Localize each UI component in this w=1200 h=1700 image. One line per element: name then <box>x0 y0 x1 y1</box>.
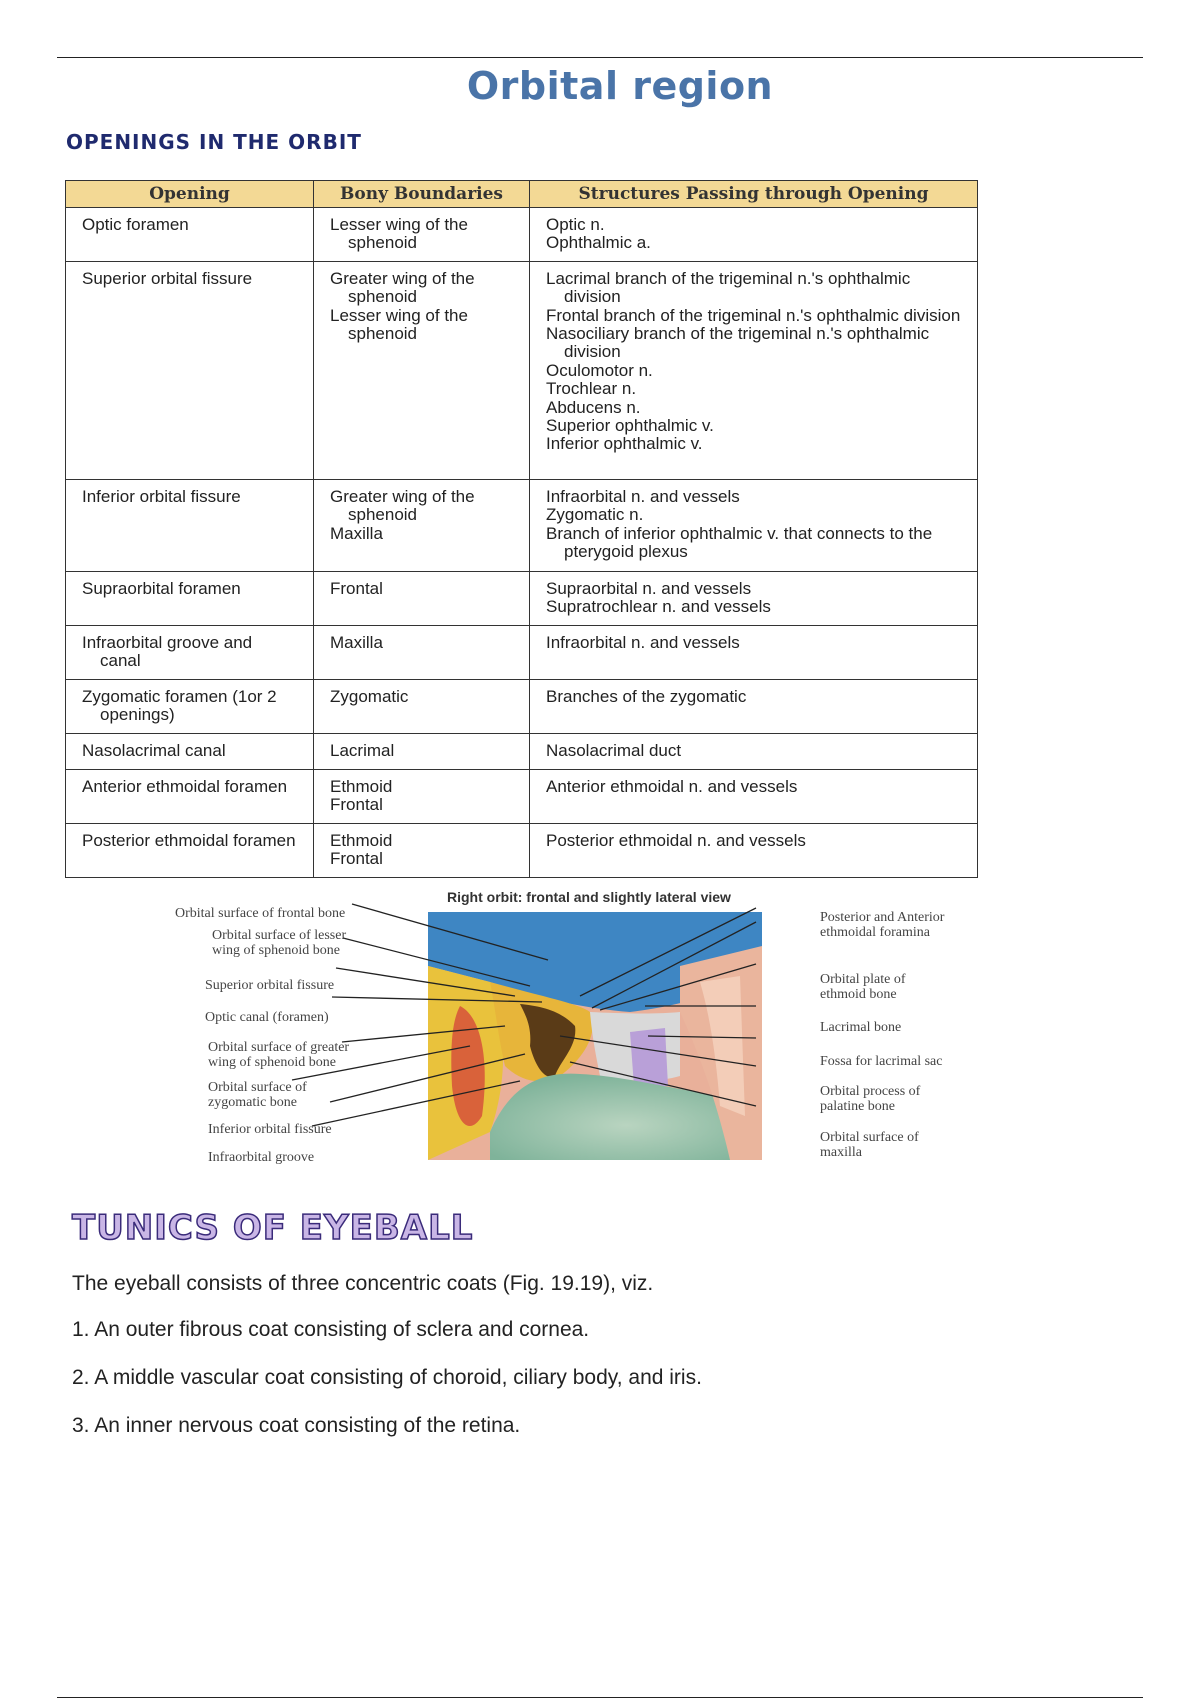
header-opening: Opening <box>66 181 314 208</box>
cell-line: Supratrochlear n. and vessels <box>546 597 771 617</box>
cell-opening <box>66 824 314 878</box>
cell-line: Trochlear n. <box>546 379 637 399</box>
cell-line: Frontal <box>330 579 383 598</box>
label-inferior-orbital-fissure: Inferior orbital fissure <box>208 1122 332 1137</box>
cell-opening <box>66 262 314 480</box>
cell-opening <box>66 572 314 626</box>
cell-structures <box>530 262 978 480</box>
label-orbital-process-palatine: Orbital process of palatine bone <box>820 1084 921 1115</box>
page-title: Orbital region <box>466 64 774 108</box>
label-orbital-plate-ethmoid: Orbital plate of ethmoid bone <box>820 972 906 1003</box>
cell-line: Oculomotor n. <box>546 360 653 380</box>
figure-caption: Right orbit: frontal and slightly lateral view <box>447 889 731 905</box>
table-header-row <box>66 181 978 208</box>
cell-opening <box>66 480 314 572</box>
cell-opening <box>66 680 314 734</box>
cell-bony-boundaries <box>314 572 530 626</box>
tunics-heading: TUNICS OF EYEBALL <box>72 1208 474 1248</box>
label-orbital-surface-frontal: Orbital surface of frontal bone <box>175 906 346 921</box>
cell-line: Zygomatic <box>330 687 409 706</box>
cell-line: Optic foramen <box>82 215 189 234</box>
cell-opening <box>66 208 314 262</box>
cell-structures <box>530 824 978 878</box>
cell-bony-boundaries <box>314 734 530 770</box>
cell-line: Superior orbital fissure <box>82 269 253 288</box>
label-fossa-lacrimal-sac: Fossa for lacrimal sac <box>820 1054 943 1069</box>
table-body <box>66 208 978 878</box>
cell-bony-boundaries <box>314 770 530 824</box>
table-row <box>66 480 978 572</box>
cell-structures <box>530 480 978 572</box>
cell-line: Frontal <box>330 795 383 815</box>
openings-heading: OPENINGS IN THE ORBIT <box>66 130 362 154</box>
cell-line: Greater wing of the sphenoid <box>330 269 475 307</box>
cell-line: Lacrimal branch of the trigeminal n.'s ophthalmic division <box>546 269 911 307</box>
label-orbital-surface-lesser-wing: Orbital surface of lesser wing of sphenoid bone <box>212 928 347 959</box>
cell-line: Greater wing of the sphenoid <box>330 487 475 525</box>
cell-line: Supraorbital n. and vessels <box>546 579 752 598</box>
cell-line: Optic n. <box>546 215 605 234</box>
cell-line: Frontal branch of the trigeminal n.'s ophthalmic division <box>546 305 961 325</box>
cell-bony-boundaries <box>314 680 530 734</box>
cell-line: Posterior ethmoidal foramen <box>82 831 296 850</box>
cell-bony-boundaries <box>314 824 530 878</box>
table-row <box>66 262 978 480</box>
table-row <box>66 572 978 626</box>
table-row <box>66 734 978 770</box>
cell-line: Infraorbital groove and canal <box>82 633 253 671</box>
cell-line: Anterior ethmoidal n. and vessels <box>546 777 798 796</box>
cell-line: Ophthalmic a. <box>546 233 651 253</box>
cell-line: Lesser wing of the sphenoid <box>330 305 468 344</box>
table-row <box>66 770 978 824</box>
cell-structures <box>530 770 978 824</box>
label-orbital-surface-greater-wing: Orbital surface of greater wing of sphenoid bone <box>208 1040 350 1071</box>
cell-structures <box>530 680 978 734</box>
top-rule <box>57 57 1143 58</box>
cell-bony-boundaries <box>314 626 530 680</box>
openings-table <box>65 180 978 878</box>
cell-line: Zygomatic n. <box>546 505 644 525</box>
table-row <box>66 824 978 878</box>
cell-line: Nasociliary branch of the trigeminal n.'s ophthalmic division <box>546 324 930 362</box>
cell-opening <box>66 626 314 680</box>
cell-structures <box>530 572 978 626</box>
cell-line: Inferior orbital fissure <box>82 487 241 506</box>
cell-opening <box>66 770 314 824</box>
cell-line: Infraorbital n. and vessels <box>546 487 740 506</box>
cell-line: Nasolacrimal canal <box>82 741 226 760</box>
label-lacrimal-bone: Lacrimal bone <box>820 1020 902 1035</box>
cell-line: Branch of inferior ophthalmic v. that connects to the pterygoid plexus <box>546 523 933 562</box>
cell-line: Supraorbital foramen <box>82 579 241 598</box>
table-row <box>66 208 978 262</box>
cell-opening <box>66 734 314 770</box>
cell-structures <box>530 208 978 262</box>
cell-line: Posterior ethmoidal n. and vessels <box>546 831 806 850</box>
cell-line: Maxilla <box>330 633 383 652</box>
cell-line: Ethmoid <box>330 777 393 796</box>
cell-line: Ethmoid <box>330 831 393 850</box>
cell-line: Superior ophthalmic v. <box>546 415 714 435</box>
label-ethmoidal-foramina: Posterior and Anterior ethmoidal foramina <box>820 910 945 941</box>
cell-line: Branches of the zygomatic <box>546 687 747 706</box>
cell-line: Maxilla <box>330 523 383 543</box>
cell-line: Infraorbital n. and vessels <box>546 633 740 652</box>
cell-line: Nasolacrimal duct <box>546 741 682 760</box>
label-superior-orbital-fissure: Superior orbital fissure <box>205 978 335 993</box>
label-infraorbital-groove: Infraorbital groove <box>208 1150 315 1165</box>
cell-bony-boundaries <box>314 262 530 480</box>
cell-line: Abducens n. <box>546 397 641 417</box>
cell-line: Inferior ophthalmic v. <box>546 434 703 454</box>
table-row <box>66 680 978 734</box>
cell-line: Lacrimal <box>330 741 395 760</box>
cell-bony-boundaries <box>314 480 530 572</box>
header-structures: Structures Passing through Opening <box>530 181 978 208</box>
cell-bony-boundaries <box>314 208 530 262</box>
tunics-item-3: 3. An inner nervous coat consisting of the retina. <box>72 1414 521 1437</box>
cell-line: Zygomatic foramen (1or 2 openings) <box>82 687 277 725</box>
cell-structures <box>530 734 978 770</box>
cell-line: Lesser wing of the sphenoid <box>330 215 468 253</box>
label-optic-canal: Optic canal (foramen) <box>205 1010 329 1025</box>
label-orbital-surface-maxilla: Orbital surface of maxilla <box>820 1130 919 1161</box>
tunics-intro: The eyeball consists of three concentric coats (Fig. 19.19), viz. <box>72 1272 654 1295</box>
header-bony-boundaries: Bony Boundaries <box>314 181 530 208</box>
label-orbital-surface-zygomatic: Orbital surface of zygomatic bone <box>208 1080 307 1111</box>
table-row <box>66 626 978 680</box>
tunics-item-1: 1. An outer fibrous coat consisting of sclera and cornea. <box>72 1318 590 1341</box>
cell-line: Anterior ethmoidal foramen <box>82 777 288 796</box>
cell-line: Frontal <box>330 849 383 869</box>
tunics-item-2: 2. A middle vascular coat consisting of choroid, ciliary body, and iris. <box>72 1366 702 1389</box>
cell-structures <box>530 626 978 680</box>
bottom-rule <box>57 1697 1143 1698</box>
